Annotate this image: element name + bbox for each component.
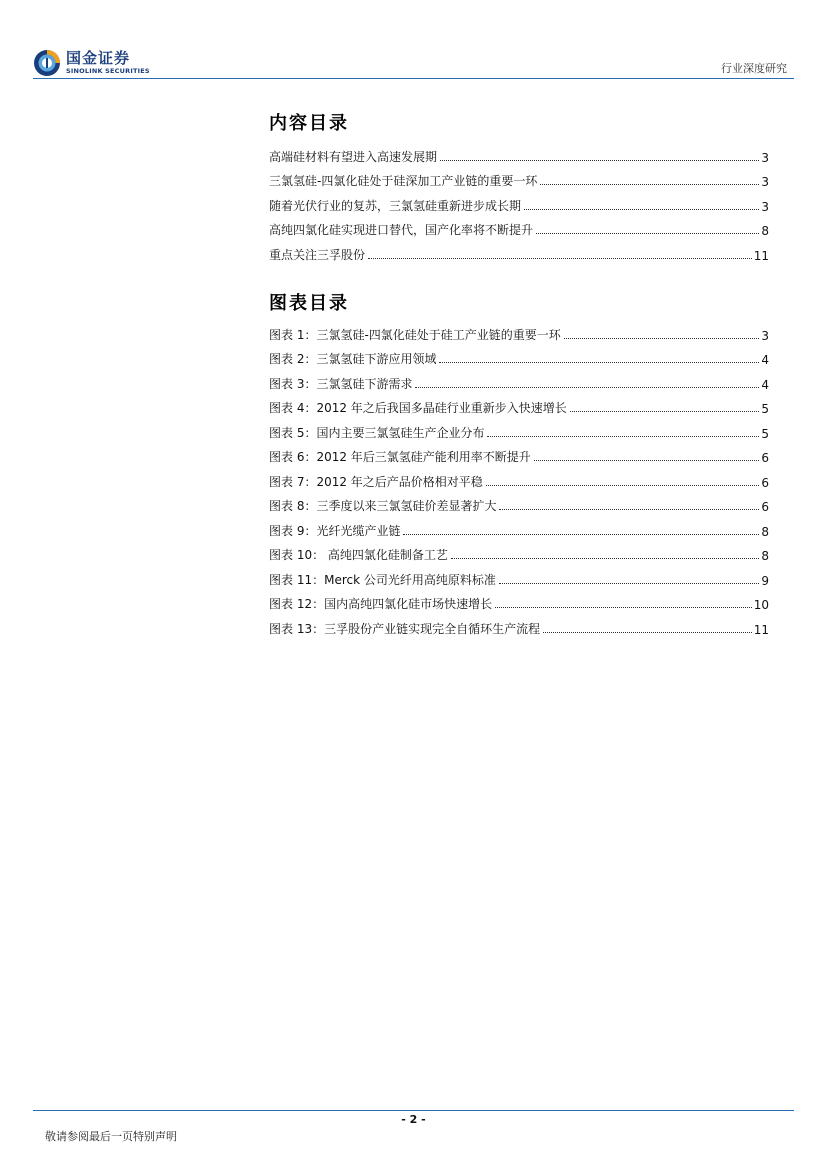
figure-entry-page: 11	[753, 622, 769, 637]
contents-entry-page: 11	[753, 248, 769, 263]
figure-entry[interactable]	[269, 441, 769, 466]
figure-entry-label: 图表 1：三氯氢硅-四氯化硅处于硅工产业链的重要一环	[269, 327, 561, 342]
dot-leader	[495, 606, 752, 608]
contents-entry-page: 3	[761, 175, 769, 189]
figure-entry-label: 图表 9：光纤光缆产业链	[269, 523, 401, 538]
dot-leader	[451, 557, 759, 559]
dot-leader	[564, 337, 760, 339]
page-number: - 2 -	[401, 1113, 426, 1126]
contents-entry[interactable]	[269, 140, 769, 165]
contents-title: 内容目录	[269, 113, 349, 134]
contents-entry-page: 3	[761, 150, 769, 165]
figure-entry[interactable]	[269, 490, 769, 515]
header-divider	[33, 78, 794, 79]
dot-leader	[368, 257, 752, 259]
dot-leader	[524, 208, 759, 210]
disclaimer-note: 敬请参阅最后一页特别声明	[45, 1130, 177, 1143]
contents-entry[interactable]	[269, 165, 769, 190]
dot-leader	[440, 159, 759, 161]
figure-entry-page: 10	[753, 598, 769, 612]
contents-entry-page: 8	[761, 224, 769, 238]
dot-leader	[499, 582, 760, 584]
figure-entry[interactable]	[269, 612, 769, 637]
figure-entry-label: 图表 11：Merck 公司光纤用高纯原料标准	[269, 572, 496, 587]
figure-entry-page: 9	[761, 573, 769, 588]
dot-leader	[439, 361, 759, 363]
contents-entry-label: 高纯四氯化硅实现进口替代，国产化率将不断提升	[269, 223, 534, 237]
figure-entry[interactable]	[269, 416, 769, 441]
dot-leader	[570, 410, 760, 412]
company-logo	[33, 47, 150, 79]
dot-leader	[543, 631, 752, 633]
figure-entry[interactable]	[269, 563, 769, 588]
contents-entry-label: 随着光伏行业的复苏，三氯氢硅重新进步成长期	[269, 198, 522, 213]
figures-title: 图表目录	[269, 293, 349, 314]
figure-entry[interactable]	[269, 318, 769, 343]
figures-list	[269, 318, 769, 637]
dot-leader	[403, 533, 759, 535]
figure-entry-page: 3	[761, 328, 769, 343]
contents-entry-label: 高端硅材料有望进入高速发展期	[269, 149, 438, 164]
figure-entry-label: 图表 13：三孚股份产业链实现完全自循环生产流程	[269, 621, 541, 636]
figure-entry[interactable]	[269, 367, 769, 392]
figure-entry-label: 图表 3：三氯氢硅下游需求	[269, 376, 413, 391]
figure-entry-page: 6	[761, 500, 769, 514]
logo-english-name: SINOLINK SECURITIES	[66, 67, 150, 76]
figure-entry-page: 5	[761, 426, 769, 441]
figure-entry-page: 5	[761, 402, 769, 416]
figure-entry-label: 图表 2：三氯氢硅下游应用领域	[269, 352, 437, 366]
figure-entry-label: 图表 8：三季度以来三氯氢硅价差显著扩大	[269, 499, 497, 513]
figure-entry[interactable]	[269, 343, 769, 368]
report-type: 行业深度研究	[721, 62, 787, 75]
figure-entry-page: 4	[761, 353, 769, 367]
dot-leader	[540, 183, 759, 185]
figure-entry[interactable]	[269, 465, 769, 490]
contents-entry-page: 3	[761, 199, 769, 214]
figure-entry[interactable]	[269, 588, 769, 613]
dot-leader	[536, 232, 759, 234]
figure-entry[interactable]	[269, 514, 769, 539]
figure-entry-label: 图表 6：2012 年后三氯氢硅产能利用率不断提升	[269, 450, 531, 464]
figure-entry[interactable]	[269, 392, 769, 417]
contents-entry[interactable]	[269, 238, 769, 263]
dot-leader	[487, 435, 759, 437]
figure-entry-label: 图表 5：国内主要三氯氢硅生产企业分布	[269, 425, 485, 440]
logo-chinese-name: 国金证券	[66, 49, 131, 68]
figure-entry-label: 图表 7：2012 年之后产品价格相对平稳	[269, 474, 483, 489]
figure-entry-page: 8	[761, 549, 769, 563]
figure-entry-page: 6	[761, 451, 769, 465]
figure-entry-label: 图表 10： 高纯四氯化硅制备工艺	[269, 548, 448, 562]
figure-entry-page: 6	[761, 475, 769, 490]
sinolink-logo-icon	[33, 49, 61, 77]
dot-leader	[534, 459, 760, 461]
figure-entry-label: 图表 4：2012 年之后我国多晶硅行业重新步入快速增长	[269, 401, 567, 415]
contents-entry-label: 重点关注三孚股份	[269, 247, 366, 262]
footer-divider	[33, 1110, 794, 1111]
figure-entry-label: 图表 12：国内高纯四氯化硅市场快速增长	[269, 597, 493, 611]
contents-entry-label: 三氯氢硅-四氯化硅处于硅深加工产业链的重要一环	[269, 174, 538, 188]
dot-leader	[486, 484, 760, 486]
contents-entry[interactable]	[269, 214, 769, 239]
contents-list	[269, 140, 769, 263]
dot-leader	[415, 386, 759, 388]
contents-entry[interactable]	[269, 189, 769, 214]
figure-entry-page: 8	[761, 524, 769, 539]
dot-leader	[499, 508, 759, 510]
figure-entry[interactable]	[269, 539, 769, 564]
figure-entry-page: 4	[761, 377, 769, 392]
